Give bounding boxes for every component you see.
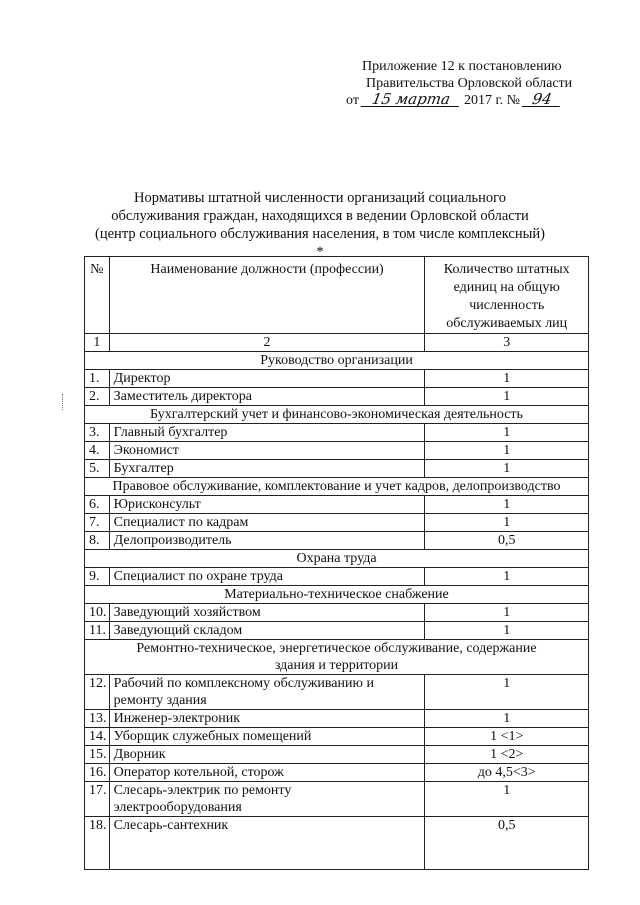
section-row [85, 586, 589, 604]
position-name: Заместитель директора [109, 388, 425, 406]
staff-quantity: 1 [425, 622, 589, 640]
column-number-1: 1 [85, 334, 110, 352]
table-row [85, 817, 589, 870]
row-number: 4. [85, 442, 110, 460]
header-number: № [85, 257, 110, 334]
row-number: 3. [85, 424, 110, 442]
row-number: 18. [85, 817, 110, 870]
row-number: 5. [85, 460, 110, 478]
staff-quantity: 1 [425, 604, 589, 622]
position-name: Уборщик служебных помещений [109, 728, 425, 746]
section-row [85, 640, 589, 675]
staff-quantity: 1 [425, 424, 589, 442]
table-row [85, 746, 589, 764]
position-name: Юрисконсульт [109, 496, 425, 514]
staff-quantity: 1 [425, 388, 589, 406]
position-name: Бухгалтер [109, 460, 425, 478]
approval-block [346, 58, 596, 109]
column-number-3: 3 [425, 334, 589, 352]
row-number: 6. [85, 496, 110, 514]
handwritten-number: 94 [522, 92, 563, 107]
row-number: 10. [85, 604, 110, 622]
staff-quantity: 1 <2> [425, 746, 589, 764]
row-number: 15. [85, 746, 110, 764]
position-name: Специалист по кадрам [109, 514, 425, 532]
staff-quantity: до 4,5<3> [425, 764, 589, 782]
table-row [85, 764, 589, 782]
table-row [85, 782, 589, 817]
staff-quantity: 1 [425, 782, 589, 817]
table-row [85, 710, 589, 728]
approval-date-line [346, 92, 596, 109]
table-row [85, 370, 589, 388]
row-number: 17. [85, 782, 110, 817]
row-number: 8. [85, 532, 110, 550]
row-number: 11. [85, 622, 110, 640]
staff-quantity: 1 [425, 514, 589, 532]
staff-quantity: 1 [425, 675, 589, 710]
row-number: 1. [85, 370, 110, 388]
table-row [85, 460, 589, 478]
section-title: Руководство организации [85, 352, 589, 370]
staff-quantity: 1 [425, 442, 589, 460]
table-row [85, 604, 589, 622]
column-number-row [85, 334, 589, 352]
header-position: Наименование должности (профессии) [109, 257, 425, 334]
position-name: Рабочий по комплексному обслуживанию и ремонту здания [109, 675, 425, 710]
staff-quantity: 0,5 [425, 532, 589, 550]
staff-quantity: 1 [425, 370, 589, 388]
position-name: Специалист по охране труда [109, 568, 425, 586]
row-number: 12. [85, 675, 110, 710]
from-label: от [346, 93, 359, 108]
table-row [85, 424, 589, 442]
norms-table [84, 256, 589, 870]
section-title: Бухгалтерский учет и финансово-экономическая деятельность [85, 406, 589, 424]
row-number: 9. [85, 568, 110, 586]
section-row [85, 352, 589, 370]
section-row [85, 406, 589, 424]
row-number: 2. [85, 388, 110, 406]
section-title: Материально-техническое снабжение [85, 586, 589, 604]
staff-quantity: 1 <1> [425, 728, 589, 746]
section-title: Правовое обслуживание, комплектование и учет кадров, делопроизводство [85, 478, 589, 496]
position-name: Директор [109, 370, 425, 388]
table-row [85, 622, 589, 640]
table-row [85, 442, 589, 460]
section-row [85, 478, 589, 496]
position-name: Оператор котельной, сторож [109, 764, 425, 782]
staff-quantity: 1 [425, 710, 589, 728]
row-number: 13. [85, 710, 110, 728]
margin-mark [62, 394, 66, 410]
staff-quantity: 1 [425, 460, 589, 478]
row-number: 7. [85, 514, 110, 532]
table-row [85, 514, 589, 532]
position-name: Экономист [109, 442, 425, 460]
position-name: Слесарь-сантехник [109, 817, 425, 870]
position-name: Инженер-электроник [109, 710, 425, 728]
table-row [85, 728, 589, 746]
approval-line-1: Приложение 12 к постановлению [362, 59, 562, 74]
position-name: Главный бухгалтер [109, 424, 425, 442]
row-number: 16. [85, 764, 110, 782]
position-name: Дворник [109, 746, 425, 764]
table-row [85, 532, 589, 550]
staff-quantity: 0,5 [425, 817, 589, 870]
section-title: Ремонтно-техническое, энергетическое обслуживание, содержание здания и территории [85, 640, 589, 675]
position-name: Делопроизводитель [109, 532, 425, 550]
table-header-row [85, 257, 589, 334]
section-row [85, 550, 589, 568]
section-title: Охрана труда [85, 550, 589, 568]
table-row [85, 388, 589, 406]
table-row [85, 568, 589, 586]
position-name: Заведующий складом [109, 622, 425, 640]
table-row [85, 496, 589, 514]
staff-quantity: 1 [425, 568, 589, 586]
staff-quantity: 1 [425, 496, 589, 514]
handwritten-date: 15 марта [361, 92, 462, 107]
approval-line-2: Правительства Орловской области [366, 76, 573, 91]
column-number-2: 2 [109, 334, 425, 352]
year-label: 2017 г. № [463, 93, 520, 108]
document-title: Нормативы штатной численности организаций социального обслуживания граждан, находящихся в ведении Орловской области (центр социального обслуживания населения, в том числе комплексный) * [95, 190, 545, 260]
header-quantity: Количество штатных единиц на общую численность обслуживаемых лиц [425, 257, 589, 334]
position-name: Слесарь-электрик по ремонту электрооборудования [109, 782, 425, 817]
row-number: 14. [85, 728, 110, 746]
table-row [85, 675, 589, 710]
position-name: Заведующий хозяйством [109, 604, 425, 622]
